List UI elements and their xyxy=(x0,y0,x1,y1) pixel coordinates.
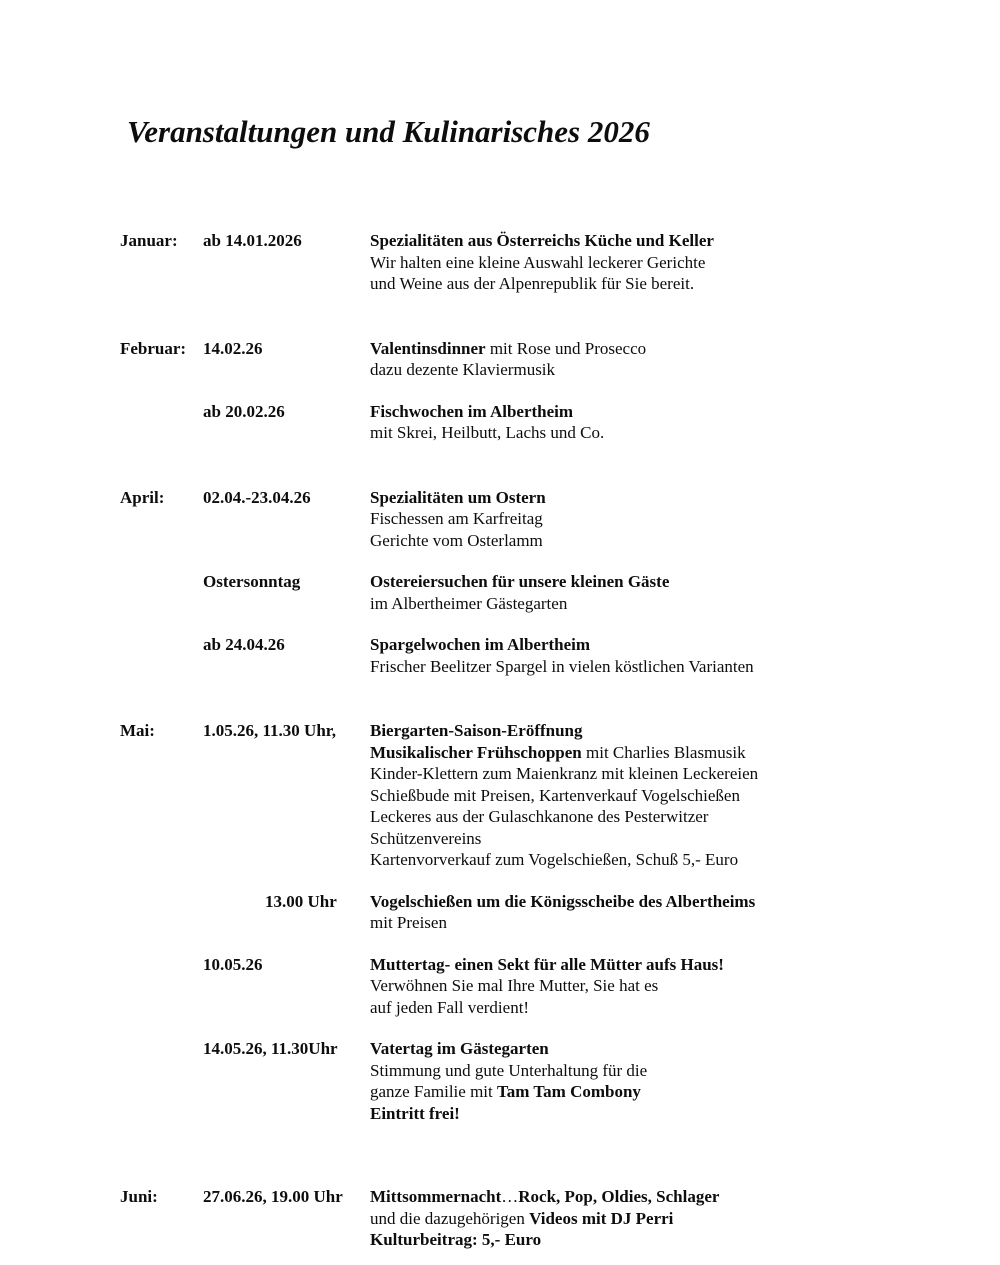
event-description xyxy=(370,1038,970,1124)
description-line xyxy=(370,273,970,295)
event-date: Ostersonntag xyxy=(203,572,301,591)
event-date: 27.06.26, 19.00 Uhr xyxy=(203,1187,343,1206)
description-line xyxy=(370,975,970,997)
description-line xyxy=(370,763,970,785)
description-line xyxy=(370,1208,970,1230)
event-date: 14.02.26 xyxy=(203,338,263,358)
event-row xyxy=(120,338,970,381)
event-row xyxy=(120,954,970,1019)
text-segment: Musikalischer Frühschoppen xyxy=(370,742,582,762)
description-line xyxy=(370,571,970,593)
text-segment: Leckeres aus der Gulaschkanone des Pesterwitzer xyxy=(370,807,709,826)
text-segment: mit Preisen xyxy=(370,913,447,932)
event-description xyxy=(370,401,970,444)
description-line xyxy=(370,1229,970,1251)
text-segment: Valentinsdinner xyxy=(370,338,486,358)
event-description xyxy=(370,634,970,677)
event-month: Februar: xyxy=(120,338,187,358)
page-title: Veranstaltungen und Kulinarisches 2026 xyxy=(127,114,650,149)
description-line xyxy=(370,997,970,1019)
event-row xyxy=(120,1186,970,1251)
text-segment: mit Rose und Prosecco xyxy=(485,338,647,358)
text-segment: Videos mit DJ Perri xyxy=(529,1208,674,1228)
description-line xyxy=(370,720,970,742)
description-line xyxy=(370,1103,970,1125)
description-line xyxy=(370,1060,970,1082)
text-segment: Eintritt frei! xyxy=(370,1103,460,1123)
event-date: ab 24.04.26 xyxy=(203,635,285,654)
description-line xyxy=(370,593,970,615)
description-line xyxy=(370,1081,970,1103)
text-segment: Tam Tam Combony xyxy=(497,1082,641,1101)
event-date: ab 20.02.26 xyxy=(203,401,285,421)
text-segment: Fischessen am Karfreitag xyxy=(370,509,543,528)
event-row xyxy=(120,720,970,871)
event-date: 1.05.26, 11.30 Uhr, xyxy=(203,721,337,740)
description-line xyxy=(370,230,970,252)
text-segment: Schießbude mit Preisen, Kartenverkauf Vogelschießen xyxy=(370,785,740,805)
description-line xyxy=(370,912,970,934)
text-segment: Wir halten eine kleine Auswahl leckerer Gerichte xyxy=(370,252,706,272)
description-line xyxy=(370,656,970,678)
description-line xyxy=(370,806,970,828)
text-segment: Muttertag- einen Sekt für alle Mütter aufs Haus! xyxy=(370,954,724,974)
event-row xyxy=(120,1038,970,1124)
description-line xyxy=(370,422,970,444)
event-date: ab 14.01.2026 xyxy=(203,231,302,250)
description-line xyxy=(370,891,970,913)
text-segment: Ostereiersuchen für unsere kleinen Gäste xyxy=(370,572,670,591)
text-segment: dazu dezente Klaviermusik xyxy=(370,360,556,379)
text-segment: und die dazugehörigen xyxy=(370,1208,530,1228)
description-line xyxy=(370,634,970,656)
description-line xyxy=(370,954,970,976)
description-line xyxy=(370,742,970,764)
description-line xyxy=(370,1186,970,1208)
text-segment: Fischwochen im Albertheim xyxy=(370,401,574,421)
text-segment: ganze Familie mit xyxy=(370,1082,497,1101)
description-line xyxy=(370,849,970,871)
text-segment: … xyxy=(501,1187,519,1206)
text-segment: Stimmung und gute Unterhaltung für die xyxy=(370,1060,648,1080)
text-segment: mit Charlies Blasmusik xyxy=(581,742,746,762)
event-row xyxy=(120,401,970,444)
text-segment: Kulturbeitrag: 5,- Euro xyxy=(370,1230,542,1249)
event-date: 10.05.26 xyxy=(203,954,263,974)
description-line xyxy=(370,508,970,530)
description-line xyxy=(370,338,970,360)
event-row xyxy=(120,487,970,552)
event-month: Januar: xyxy=(120,231,178,250)
event-date: 14.05.26, 11.30Uhr xyxy=(203,1039,338,1058)
text-segment: Mittsommernacht xyxy=(370,1187,502,1206)
text-segment: Kartenvorverkauf zum Vogelschießen, Schuß 5,- Euro xyxy=(370,850,739,869)
text-segment: mit Skrei, Heilbutt, Lachs und Co. xyxy=(370,423,605,442)
text-segment: Gerichte vom Osterlamm xyxy=(370,530,543,550)
text-segment: Schützenvereins xyxy=(370,828,482,848)
event-description xyxy=(370,891,970,934)
description-line xyxy=(370,252,970,274)
event-date: 02.04.-23.04.26 xyxy=(203,487,311,507)
text-segment: Spargelwochen im Albertheim xyxy=(370,635,591,654)
description-line xyxy=(370,359,970,381)
event-description xyxy=(370,487,970,552)
event-row xyxy=(120,891,970,934)
text-segment: auf jeden Fall verdient! xyxy=(370,997,530,1017)
event-description xyxy=(370,720,970,871)
text-segment: Vogelschießen um die Königsscheibe des Albertheims xyxy=(370,891,756,911)
event-month: Juni: xyxy=(120,1187,158,1206)
description-line xyxy=(370,487,970,509)
text-segment: Verwöhnen Sie mal Ihre Mutter, Sie hat es xyxy=(370,976,659,995)
text-segment: Rock, Pop, Oldies, Schlager xyxy=(518,1187,720,1206)
description-line xyxy=(370,785,970,807)
event-month: Mai: xyxy=(120,721,155,740)
text-segment: und Weine aus der Alpenrepublik für Sie bereit. xyxy=(370,274,695,293)
event-row xyxy=(120,634,970,677)
text-segment: Spezialitäten um Ostern xyxy=(370,487,546,507)
text-segment: Frischer Beelitzer Spargel in vielen köstlichen Varianten xyxy=(370,656,754,676)
description-line xyxy=(370,401,970,423)
description-line xyxy=(370,828,970,850)
text-segment: Biergarten-Saison-Eröffnung xyxy=(370,721,583,740)
event-description xyxy=(370,571,970,614)
events-list xyxy=(120,230,970,1251)
description-line xyxy=(370,530,970,552)
event-row xyxy=(120,230,970,295)
text-segment: Vatertag im Gästegarten xyxy=(370,1039,549,1058)
event-description xyxy=(370,1186,970,1251)
description-line xyxy=(370,1038,970,1060)
event-description xyxy=(370,954,970,1019)
event-date: 13.00 Uhr xyxy=(265,891,337,911)
text-segment: im Albertheimer Gästegarten xyxy=(370,593,568,613)
event-description xyxy=(370,230,970,295)
event-row xyxy=(120,571,970,614)
event-description xyxy=(370,338,970,381)
event-month: April: xyxy=(120,487,165,507)
text-segment: Spezialitäten aus Österreichs Küche und Keller xyxy=(370,231,714,250)
text-segment: Kinder-Klettern zum Maienkranz mit kleinen Leckereien xyxy=(370,764,759,783)
